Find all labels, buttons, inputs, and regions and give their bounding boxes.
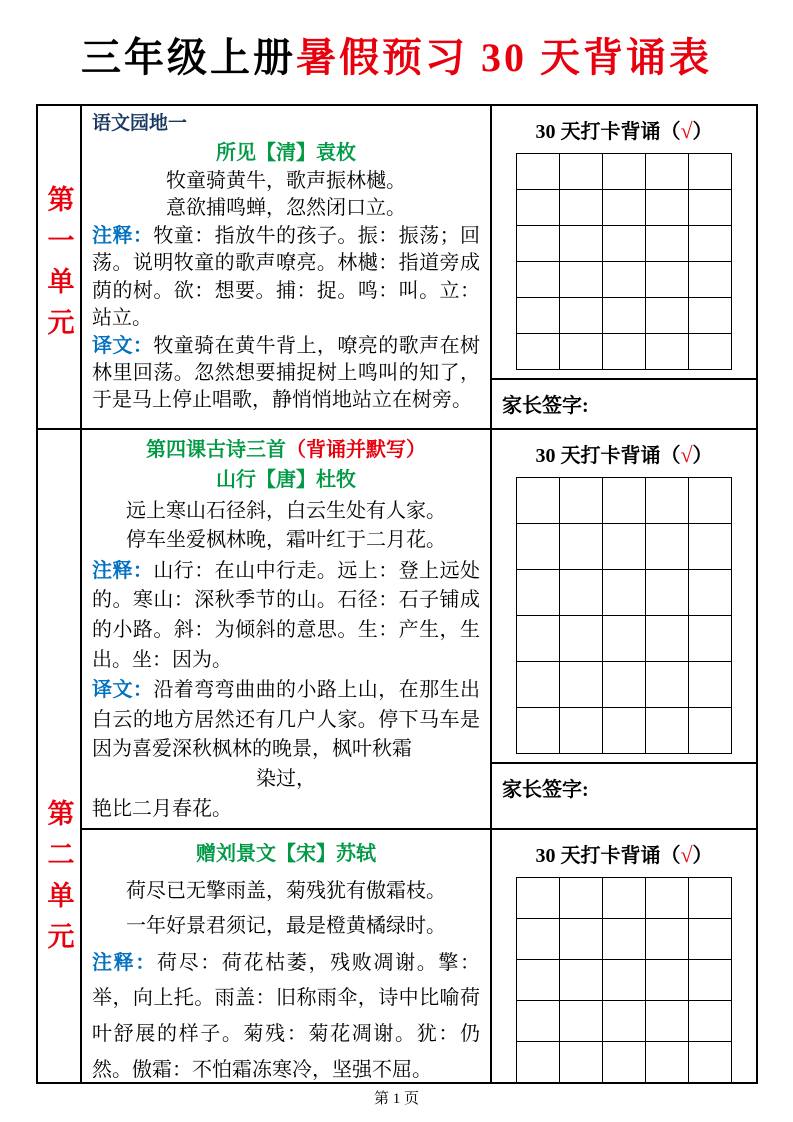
checkin-3-header-suffix: ） [692,845,713,867]
checkin-day-cell [646,708,689,754]
checkin-day-cell [560,478,603,524]
checkin-day-cell [689,226,732,262]
lesson-3-content [82,830,492,1082]
translation-1-text: 牧童骑在黄牛背上，嘹亮的歌声在树林里回荡。忽然想要捕捉树上鸣叫的知了，于是马上停止唱歌，静悄悄地站立在树旁。 [92,334,481,412]
checkin-day-cell [560,662,603,708]
checkin-day-cell [689,616,732,662]
checkin-day-cell [646,960,689,1001]
notes-3-label: 注释： [92,951,157,974]
check-mark-icon: √ [680,842,693,867]
poem-1-line-1: 牧童骑黄牛，歌声振林樾。 [166,169,406,192]
checkin-day-cell [517,334,560,370]
checkin-day-cell [689,298,732,334]
checkin-3-header-prefix: 30 天打卡背诵（ [535,845,681,867]
checkin-day-cell [646,262,689,298]
notes-3-text: 荷尽：荷花枯萎，残败凋谢。擎：举，向上托。雨盖：旧称雨伞，诗中比喻荷叶舒展的样子。菊残：菊花凋谢。犹：仍然。傲霜：不怕霜冻寒冷，坚强不屈。 [92,951,481,1081]
checkin-day-cell [646,524,689,570]
checkin-day-cell [517,226,560,262]
translation-2-centered-line: 染过， [256,767,316,790]
poem-3-line-2: 一年好景君须记，最是橙黄橘绿时。 [126,915,446,938]
checkin-day-cell [603,662,646,708]
checkin-day-cell [646,1001,689,1042]
checkin-day-cell [689,919,732,960]
poem-2-line-1: 远上寒山石径斜，白云生处有人家。 [126,499,446,522]
checkin-day-cell [517,154,560,190]
checkin-day-cell [517,1042,560,1082]
checkin-day-cell [689,960,732,1001]
checkin-day-cell [646,298,689,334]
checkin-day-cell [689,1001,732,1042]
checkin-day-cell [646,616,689,662]
checkin-day-cell [603,960,646,1001]
check-mark-icon: √ [680,118,693,143]
checkin-day-cell [689,524,732,570]
checkin-day-cell [517,662,560,708]
poem-1-title: 所见【清】袁枚 [216,141,356,164]
poem-2-title: 山行【唐】杜牧 [216,469,356,491]
page-footer: 第 1 页 [373,1091,419,1107]
checkin-day-cell [560,334,603,370]
notes-3-paragraph [92,946,480,1082]
check-mark-icon: √ [680,442,693,467]
checkin-day-cell [646,1042,689,1082]
notes-2-paragraph [92,557,480,675]
checkin-panel-3 [492,830,756,1082]
checkin-day-cell [560,190,603,226]
checkin-day-cell [560,616,603,662]
checkin-grid-2 [516,477,732,754]
unit-label-cell-2 [38,430,82,1082]
checkin-day-cell [560,960,603,1001]
checkin-grid-1 [516,153,732,370]
lesson-2-heading-title: 第四课古诗三首 [146,439,286,461]
checkin-day-cell [689,262,732,298]
checkin-day-cell [603,919,646,960]
poem-3-line-1: 荷尽已无擎雨盖，菊残犹有傲霜枝。 [126,879,446,902]
translation-2-last-line: 艳比二月春花。 [92,797,232,820]
checkin-day-cell [517,190,560,226]
page-title [0,0,793,80]
checkin-day-cell [689,878,732,919]
translation-2-text: 沿着弯弯曲曲的小路上山，在那生出白云的地方居然还有几户人家。停下马车是因为喜爱深秋枫林的晚景，枫叶秋霜 [92,679,481,761]
checkin-day-cell [560,262,603,298]
checkin-day-cell [603,478,646,524]
checkin-2-header [492,430,756,469]
checkin-day-cell [517,708,560,754]
checkin-panel-2 [492,430,756,830]
checkin-day-cell [689,154,732,190]
checkin-grid-3 [516,877,732,1082]
checkin-day-cell [560,1001,603,1042]
checkin-3-header [492,830,756,869]
checkin-day-cell [560,298,603,334]
checkin-day-cell [603,298,646,334]
checkin-2-header-suffix: ） [692,445,713,467]
translation-1-paragraph [92,333,480,415]
checkin-day-cell [517,1001,560,1042]
checkin-day-cell [689,478,732,524]
notes-1-label: 注释： [92,225,154,248]
checkin-day-cell [689,334,732,370]
recitation-table [36,104,758,1084]
checkin-day-cell [603,878,646,919]
checkin-day-cell [517,570,560,616]
checkin-day-cell [517,616,560,662]
checkin-day-cell [603,334,646,370]
checkin-day-cell [560,919,603,960]
checkin-day-cell [646,919,689,960]
checkin-day-cell [603,226,646,262]
checkin-day-cell [603,1042,646,1082]
checkin-day-cell [689,190,732,226]
checkin-day-cell [603,616,646,662]
signature-1-label: 家长签字: [502,395,589,417]
checkin-day-cell [689,1042,732,1082]
checkin-day-cell [646,662,689,708]
signature-area-2 [492,762,756,828]
checkin-1-header-prefix: 30 天打卡背诵（ [535,121,681,143]
unit-1-label: 第一单元 [43,185,74,349]
checkin-day-cell [560,226,603,262]
lesson-1-content [82,106,492,430]
checkin-day-cell [517,524,560,570]
checkin-day-cell [646,878,689,919]
title-subject-part: 暑假预习 30 天背诵表 [296,35,712,80]
checkin-day-cell [646,154,689,190]
checkin-day-cell [646,334,689,370]
translation-1-label: 译文： [92,334,154,357]
checkin-day-cell [517,919,560,960]
checkin-day-cell [560,708,603,754]
checkin-day-cell [560,570,603,616]
lesson-2-heading-note: （背诵并默写） [286,439,426,461]
notes-1-paragraph [92,223,480,332]
checkin-day-cell [689,708,732,754]
unit-2-label: 第二单元 [43,799,74,963]
checkin-day-cell [560,878,603,919]
checkin-1-header [492,106,756,145]
checkin-1-header-suffix: ） [692,121,713,143]
lesson-1-heading: 语文园地一 [92,113,188,134]
checkin-day-cell [603,570,646,616]
lesson-2-content [82,430,492,830]
checkin-day-cell [646,190,689,226]
checkin-panel-1 [492,106,756,430]
checkin-day-cell [517,960,560,1001]
translation-2-label: 译文： [92,679,154,702]
notes-1-text: 牧童：指放牛的孩子。振：振荡；回荡。说明牧童的歌声嘹亮。林樾：指道旁成荫的树。欲：想要。捕：捉。鸣：叫。立：站立。 [92,225,481,329]
translation-2-paragraph [92,676,480,765]
lesson-2-heading [92,436,480,464]
checkin-day-cell [603,708,646,754]
checkin-day-cell [517,478,560,524]
checkin-day-cell [646,478,689,524]
checkin-day-cell [517,878,560,919]
signature-2-label: 家长签字: [502,779,589,801]
signature-area-1 [492,378,756,428]
checkin-day-cell [689,662,732,708]
checkin-day-cell [560,1042,603,1082]
unit-label-cell-1 [38,106,82,430]
checkin-day-cell [603,1001,646,1042]
checkin-day-cell [689,570,732,616]
poem-1-line-2: 意欲捕鸣蝉，忽然闭口立。 [166,196,406,219]
checkin-day-cell [560,154,603,190]
checkin-day-cell [603,262,646,298]
title-grade-part: 三年级上册 [81,35,296,80]
checkin-day-cell [603,154,646,190]
poem-3-title: 赠刘景文【宋】苏轼 [196,843,376,865]
checkin-day-cell [646,570,689,616]
checkin-day-cell [517,262,560,298]
notes-2-text: 山行：在山中行走。远上：登上远处的。寒山：深秋季节的山。石径：石子铺成的小路。斜：为倾斜的意思。生：产生，生出。坐：因为。 [92,559,481,671]
notes-2-label: 注释： [92,559,154,582]
checkin-day-cell [603,190,646,226]
poem-2-line-2: 停车坐爱枫林晚，霜叶红于二月花。 [126,529,446,552]
checkin-day-cell [560,524,603,570]
checkin-day-cell [517,298,560,334]
checkin-2-header-prefix: 30 天打卡背诵（ [535,445,681,467]
checkin-day-cell [603,524,646,570]
checkin-day-cell [646,226,689,262]
